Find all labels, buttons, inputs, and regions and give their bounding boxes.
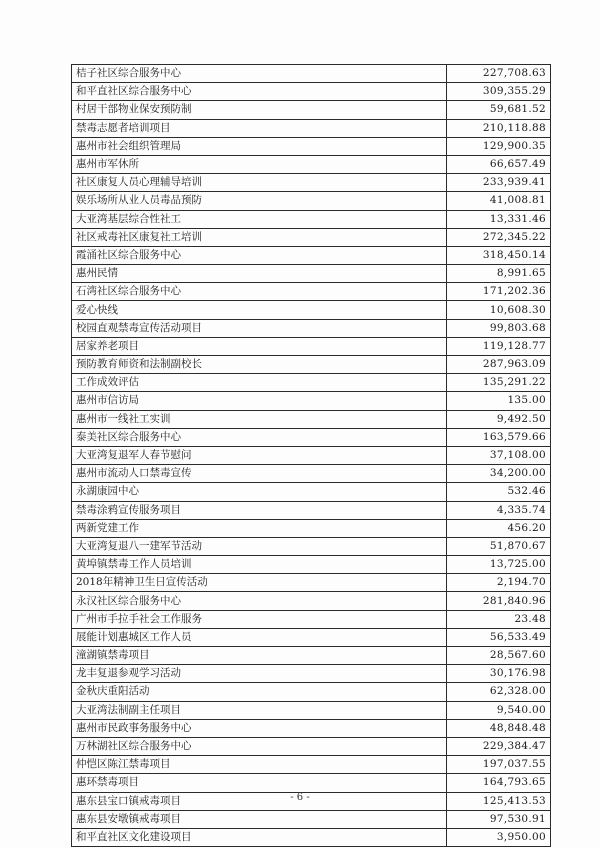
project-name-cell: 2018年精神卫生日宣传活动	[72, 574, 447, 592]
project-name-cell: 校园直观禁毒宣传活动项目	[72, 319, 447, 337]
table-row	[72, 356, 551, 374]
amount-cell: 10,608.30	[447, 301, 551, 319]
project-name-cell: 爱心快线	[72, 301, 447, 319]
table-row	[72, 446, 551, 464]
table-row	[72, 483, 551, 501]
table-row	[72, 665, 551, 683]
amount-cell: 62,328.00	[447, 683, 551, 701]
amount-cell: 272,345.22	[447, 228, 551, 246]
amount-cell: 41,008.81	[447, 192, 551, 210]
table-row	[72, 465, 551, 483]
table-row	[72, 683, 551, 701]
project-name-cell: 惠州市流动人口禁毒宣传	[72, 465, 447, 483]
project-name-cell: 惠环禁毒项目	[72, 774, 447, 792]
project-name-cell: 惠州市一线社工实训	[72, 410, 447, 428]
table-row	[72, 265, 551, 283]
amount-cell: 56,533.49	[447, 628, 551, 646]
table-row	[72, 210, 551, 228]
amount-cell: 210,118.88	[447, 119, 551, 137]
amount-cell: 34,200.00	[447, 465, 551, 483]
project-name-cell: 和平直社区文化建设项目	[72, 828, 447, 846]
project-name-cell: 惠东县安墩镇戒毒项目	[72, 810, 447, 828]
project-name-cell: 工作成效评估	[72, 374, 447, 392]
project-name-cell: 居家养老项目	[72, 337, 447, 355]
table-row	[72, 556, 551, 574]
amount-cell: 9,540.00	[447, 701, 551, 719]
amount-cell: 23.48	[447, 610, 551, 628]
amount-cell: 97,530.91	[447, 810, 551, 828]
table-row	[72, 137, 551, 155]
project-name-cell: 惠州市民政事务服务中心	[72, 719, 447, 737]
table-row	[72, 228, 551, 246]
amount-cell: 2,194.70	[447, 574, 551, 592]
amount-cell: 13,725.00	[447, 556, 551, 574]
project-name-cell: 广州市手拉手社会工作服务	[72, 610, 447, 628]
project-name-cell: 永湖康园中心	[72, 483, 447, 501]
project-name-cell: 娱乐场所从业人员毒品预防	[72, 192, 447, 210]
amount-cell: 51,870.67	[447, 537, 551, 555]
table-row	[72, 647, 551, 665]
table-row	[72, 392, 551, 410]
project-name-cell: 龙丰复退参观学习活动	[72, 665, 447, 683]
table-row	[72, 301, 551, 319]
table-row	[72, 519, 551, 537]
project-name-cell: 万林湖社区综合服务中心	[72, 737, 447, 755]
amount-cell: 99,803.68	[447, 319, 551, 337]
table-row	[72, 537, 551, 555]
project-name-cell: 大亚湾复退八一建军节活动	[72, 537, 447, 555]
amount-cell: 8,991.65	[447, 265, 551, 283]
amount-cell: 532.46	[447, 483, 551, 501]
amount-cell: 197,037.55	[447, 756, 551, 774]
project-name-cell: 惠州市军休所	[72, 155, 447, 173]
amount-cell: 129,900.35	[447, 137, 551, 155]
table-row	[72, 65, 551, 83]
amount-cell: 30,176.98	[447, 665, 551, 683]
table-row	[72, 83, 551, 101]
project-name-cell: 村居干部物业保安预防制	[72, 101, 447, 119]
table-row	[72, 283, 551, 301]
amount-cell: 135.00	[447, 392, 551, 410]
table-row	[72, 192, 551, 210]
project-name-cell: 大亚湾复退军人春节慰问	[72, 446, 447, 464]
table-row	[72, 701, 551, 719]
table-row	[72, 174, 551, 192]
project-name-cell: 两新党建工作	[72, 519, 447, 537]
project-name-cell: 霞涌社区综合服务中心	[72, 246, 447, 264]
table-row	[72, 810, 551, 828]
table-row	[72, 501, 551, 519]
table-row	[72, 155, 551, 173]
amount-cell: 125,413.53	[447, 792, 551, 810]
amount-cell: 318,450.14	[447, 246, 551, 264]
project-name-cell: 惠州市社会组织管理局	[72, 137, 447, 155]
amount-cell: 281,840.96	[447, 592, 551, 610]
table-row	[72, 319, 551, 337]
amount-cell: 171,202.36	[447, 283, 551, 301]
amount-cell: 9,492.50	[447, 410, 551, 428]
amount-cell: 28,567.60	[447, 647, 551, 665]
project-name-cell: 黄埠镇禁毒工作人员培训	[72, 556, 447, 574]
project-name-cell: 石湾社区综合服务中心	[72, 283, 447, 301]
amount-cell: 456.20	[447, 519, 551, 537]
page-number: - 6 -	[290, 792, 310, 803]
amount-cell: 309,355.29	[447, 83, 551, 101]
project-name-cell: 惠东县宝口镇戒毒项目	[72, 792, 447, 810]
table-row	[72, 719, 551, 737]
amount-cell: 59,681.52	[447, 101, 551, 119]
table-row	[72, 337, 551, 355]
project-name-cell: 展能计划惠城区工作人员	[72, 628, 447, 646]
project-name-cell: 泰美社区综合服务中心	[72, 428, 447, 446]
amount-cell: 135,291.22	[447, 374, 551, 392]
project-name-cell: 社区戒毒社区康复社工培训	[72, 228, 447, 246]
project-name-cell: 永汉社区综合服务中心	[72, 592, 447, 610]
amount-cell: 48,848.48	[447, 719, 551, 737]
amount-cell: 233,939.41	[447, 174, 551, 192]
amount-cell: 3,950.00	[447, 828, 551, 846]
project-name-cell: 惠州市信访局	[72, 392, 447, 410]
amount-cell: 227,708.63	[447, 65, 551, 83]
table-row	[72, 101, 551, 119]
table-row	[72, 574, 551, 592]
project-name-cell: 大亚湾基层综合性社工	[72, 210, 447, 228]
project-name-cell: 潼湖镇禁毒项目	[72, 647, 447, 665]
project-name-cell: 桔子社区综合服务中心	[72, 65, 447, 83]
table-row	[72, 428, 551, 446]
amount-cell: 4,335.74	[447, 501, 551, 519]
table-row	[72, 774, 551, 792]
project-name-cell: 社区康复人员心理辅导培训	[72, 174, 447, 192]
project-name-cell: 大亚湾法制副主任项目	[72, 701, 447, 719]
table-row	[72, 592, 551, 610]
project-name-cell: 预防教育师资和法制副校长	[72, 356, 447, 374]
table-row	[72, 828, 551, 846]
table-row	[72, 756, 551, 774]
amount-cell: 37,108.00	[447, 446, 551, 464]
project-name-cell: 和平直社区综合服务中心	[72, 83, 447, 101]
project-name-cell: 金秋庆重阳活动	[72, 683, 447, 701]
project-name-cell: 禁毒涂鸦宣传服务项目	[72, 501, 447, 519]
project-name-cell: 惠州民情	[72, 265, 447, 283]
table-row	[72, 410, 551, 428]
amount-cell: 229,384.47	[447, 737, 551, 755]
project-name-cell: 仲恺区陈江禁毒项目	[72, 756, 447, 774]
table-row	[72, 737, 551, 755]
amount-cell: 66,657.49	[447, 155, 551, 173]
amount-cell: 163,579.66	[447, 428, 551, 446]
table-row	[72, 610, 551, 628]
expense-table	[71, 64, 551, 847]
table-row	[72, 628, 551, 646]
expense-table-body	[72, 65, 551, 847]
table-row	[72, 374, 551, 392]
table-row	[72, 246, 551, 264]
amount-cell: 287,963.09	[447, 356, 551, 374]
project-name-cell: 禁毒志愿者培训项目	[72, 119, 447, 137]
amount-cell: 119,128.77	[447, 337, 551, 355]
amount-cell: 164,793.65	[447, 774, 551, 792]
amount-cell: 13,331.46	[447, 210, 551, 228]
table-row	[72, 119, 551, 137]
